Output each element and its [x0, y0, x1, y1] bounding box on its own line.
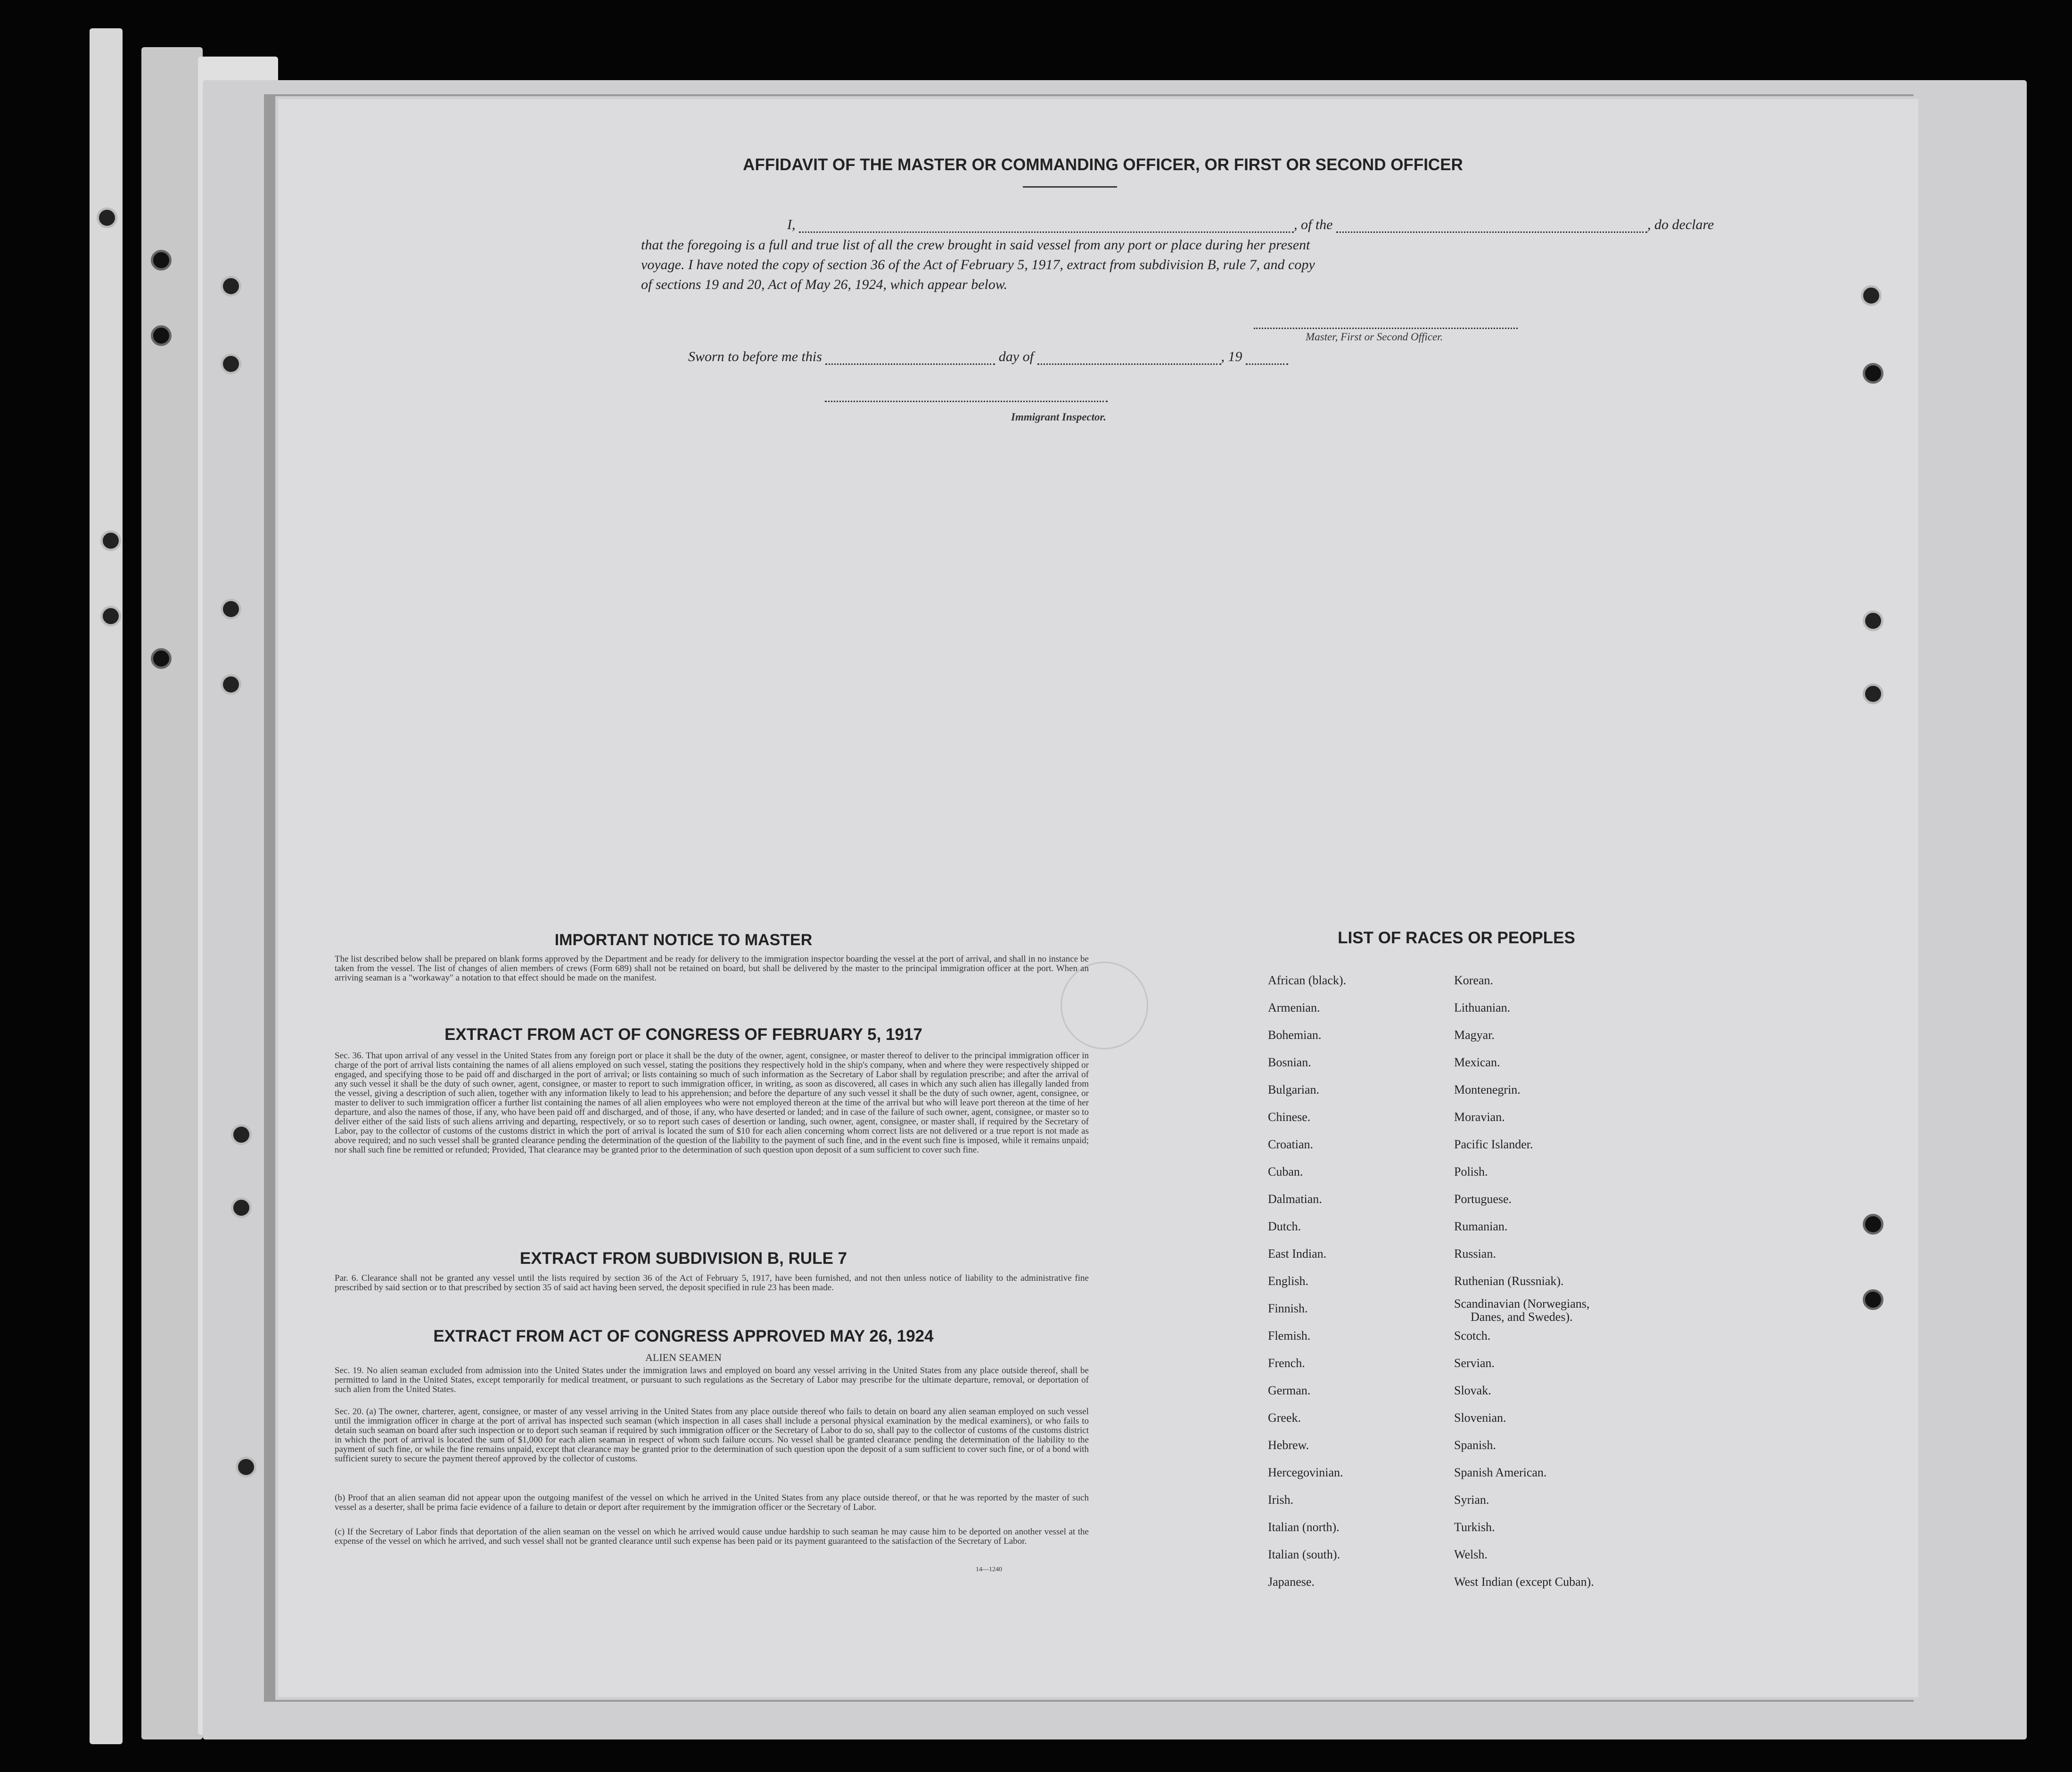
rule7-body: Par. 6. Clearance shall not be granted any vessel until the lists required by section 36 of the Act of February 5, 1917, have been furnished, and not then unless notice of liability to the administrative fine prescribed by said section or to that prescribed by section 35 of said act having been served, the deposit specified in rule 23 has been made. [335, 1273, 1089, 1293]
page-hole [1863, 363, 1883, 384]
race-item: Irish. [1268, 1493, 1294, 1507]
binder-hole [221, 674, 241, 695]
sworn-month-field[interactable] [1037, 363, 1221, 365]
race-item: Moravian. [1454, 1110, 1505, 1124]
document-page [278, 99, 1918, 1697]
binder-hole [221, 599, 241, 619]
sworn-line [688, 349, 1288, 365]
race-item: Russian. [1454, 1247, 1496, 1261]
binder-hole [97, 207, 117, 228]
race-item: Dalmatian. [1268, 1192, 1322, 1206]
affidavit-title-rule [1023, 186, 1117, 188]
race-item: Servian. [1454, 1356, 1495, 1370]
binder-hole [151, 325, 172, 346]
sec20c-body: (c) If the Secretary of Labor finds that deportation of the alien seaman on the vessel on which he arrived would cause undue hardship to such seaman he may cause him to be deported on another vessel at the expense of the vessel on which he arrived, and such vessel shall not be granted clearance until such expense has been paid or its payment guaranteed to the satisfaction of the Secretary of Labor. [335, 1527, 1089, 1546]
race-item: Lithuanian. [1454, 1001, 1511, 1014]
page-hole [1863, 684, 1883, 704]
race-item: Chinese. [1268, 1110, 1311, 1124]
race-item: Hebrew. [1268, 1438, 1309, 1452]
race-item: Montenegrin. [1454, 1083, 1521, 1096]
name-field[interactable] [799, 231, 1294, 233]
race-item: English. [1268, 1274, 1308, 1288]
extract-1917-title: EXTRACT FROM ACT OF CONGRESS OF FEBRUARY 5, 1917 [444, 1025, 922, 1044]
binder-strip-outer [90, 28, 123, 1744]
rule7-title: EXTRACT FROM SUBDIVISION B, RULE 7 [519, 1249, 847, 1268]
race-item: Magyar. [1454, 1028, 1495, 1042]
sec20b-body: (b) Proof that an alien seaman did not appear upon the outgoing manifest of the vessel on which he arrived in the United States from any place outside thereof, or that he was reported by the master of such vessel as a deserter, shall be prima facie evidence of a failure to detain or deport after requirement by the immigration officer or the Secretary of Labor. [335, 1493, 1089, 1512]
race-item: Dutch. [1268, 1220, 1301, 1233]
page-hole [1861, 285, 1882, 306]
page-hole [1863, 1214, 1883, 1235]
inspector-signature-line[interactable] [825, 401, 1108, 402]
race-item: French. [1268, 1356, 1305, 1370]
binder-hole [100, 530, 121, 551]
binder-hole [231, 1197, 252, 1218]
year-prefix: , 19 [1221, 349, 1242, 364]
sworn-label: Sworn to before me this [688, 349, 822, 364]
race-item: Hercegovinian. [1268, 1466, 1343, 1479]
extract-1924-title: EXTRACT FROM ACT OF CONGRESS APPROVED MAY 26, 1924 [433, 1327, 934, 1345]
race-item: East Indian. [1268, 1247, 1327, 1261]
binder-strip-mid [141, 47, 203, 1739]
binder-hole [221, 354, 241, 374]
race-item: Flemish. [1268, 1329, 1311, 1343]
race-item: Polish. [1454, 1165, 1488, 1179]
race-item: Ruthenian (Russniak). [1454, 1274, 1564, 1288]
race-item: Armenian. [1268, 1001, 1320, 1014]
race-item: Syrian. [1454, 1493, 1489, 1507]
race-item: African (black). [1268, 973, 1347, 987]
inspector-caption: Immigrant Inspector. [1011, 411, 1106, 423]
notice-body: The list described below shall be prepared on blank forms approved by the Department and be ready for delivery to the immigration inspector boarding the vessel at the port of arrival, and shall in no instance be taken from the vessel. The list of changes of alien members of crews (Form 689) shall not be retained on board, but shall be delivered by the master to the principal immigration officer at the port. When an arriving seaman is a "workaway" a notation to that effect should be made on the manifest. [335, 954, 1089, 983]
race-item: Scandinavian (Norwegians, [1454, 1297, 1590, 1310]
notice-title: IMPORTANT NOTICE TO MASTER [554, 931, 813, 949]
race-item: Italian (south). [1268, 1548, 1340, 1561]
alien-seamen-subtitle: ALIEN SEAMEN [645, 1352, 722, 1363]
race-item: German. [1268, 1384, 1311, 1397]
sworn-year-field[interactable] [1246, 363, 1288, 365]
race-item: Mexican. [1454, 1055, 1500, 1069]
vessel-field[interactable] [1336, 231, 1647, 233]
race-item: Bohemian. [1268, 1028, 1322, 1042]
form-number: 14—1240 [976, 1566, 1002, 1573]
race-item: West Indian (except Cuban). [1454, 1575, 1594, 1589]
affidavit-title: AFFIDAVIT OF THE MASTER OR COMMANDING OFFICER, OR FIRST OR SECOND OFFICER [743, 156, 1463, 174]
binder-hole [231, 1124, 252, 1145]
signature-caption: Master, First or Second Officer. [1306, 331, 1443, 343]
binder-hole [100, 606, 121, 626]
binder-hole [151, 250, 172, 271]
extract-1917-body: Sec. 36. That upon arrival of any vessel in the United States from any foreign port or place it shall be the duty of the owner, agent, consignee, or master thereof to deliver to the principal immigration officer in charge of the port of arrival lists containing the names of all aliens employed on such vessel, stating the positions they respectively hold in the ship's company, when and where they were respectively shipped or engaged, and specifying those to be paid off and discharged in the port of arrival; or lists containing so much of such information as the Secretary of Labor shall by regulation prescribe; and after the arrival of any such vessel it shall be the duty of such owner, agent, consignee, or master to report to such immigration officer, in writing, as soon as discovered, all cases in which any such alien has illegally landed from the vessel, giving a description of such alien, together with any information likely to lead to his apprehension; and before the departure of any such vessel it shall be the duty of such owner, agent, consignee, or master to deliver to such immigration officer a further list containing the names of all alien employees who were not employed thereon at the time of the arrival but who will leave port thereon at the time of her departure, and also the names of those, if any, who have been paid off and discharged, and of those, if any, who have deserted or landed; and in case of the failure of such owner, agent, consignee, or master so to deliver either of the said lists of such aliens arriving and departing, respectively, or so to report such cases of desertion or landing, such owner, agent, consignee, or master shall, if required by the Secretary of Labor, pay to the collector of customs of the customs district in which the port of arrival is located the sum of $10 for each alien concerning whom correct lists are not delivered or a true report is not made as above required; and no such vessel shall be granted clearance pending the determination of the question of the liability to the payment of such fine, and in the event such fine is imposed, while it remains unpaid; nor shall such fine be remitted or refunded; Provided, That clearance may be granted prior to the determination of such question upon deposit of a sum sufficient to cover such fine. [335, 1051, 1089, 1155]
race-item: Slovak. [1454, 1384, 1491, 1397]
race-item: Scotch. [1454, 1329, 1491, 1343]
binder-hole [151, 648, 172, 669]
race-item: Slovenian. [1454, 1411, 1506, 1425]
page-hole [1863, 1289, 1883, 1310]
sec20a-body: Sec. 20. (a) The owner, charterer, agent, consignee, or master of any vessel arriving in the United States from any place outside thereof who fails to detain on board any alien seaman employed on such vessel until the immigration officer in charge at the port of arrival has inspected such seaman (which inspection in all cases shall include a personal physical examination by the medical examiners), or who fails to detain such seaman on board after such inspection or to deport such seaman if required by such immigration officer or the Secretary of Labor to do so, shall pay to the collector of customs of the customs district in which the port of arrival is located the sum of $1,000 for each alien seaman in respect of whom such failure occurs. No vessel shall be granted clearance pending the determination of the liability to the payment of such fine, or while the fine remains unpaid, except that clearance may be granted prior to the determination of such question upon the deposit of a sum sufficient to cover such fine, or of a bond with sufficient surety to secure the payment thereof approved by the collector of customs. [335, 1407, 1089, 1464]
signature-line[interactable] [1254, 328, 1518, 329]
affidavit-line1 [787, 217, 1824, 233]
day-of-label: day of [998, 349, 1034, 364]
affidavit-declare: , do declare [1647, 217, 1714, 232]
race-item: Korean. [1454, 973, 1494, 987]
race-item: Japanese. [1268, 1575, 1315, 1589]
affidavit-line2: that the foregoing is a full and true list of all the crew brought in said vessel from any port or place during her present [641, 237, 1310, 253]
race-item: Bulgarian. [1268, 1083, 1320, 1096]
affidavit-of: , of the [1294, 217, 1333, 232]
affidavit-line4: of sections 19 and 20, Act of May 26, 1924, which appear below. [641, 277, 1008, 292]
race-item: Greek. [1268, 1411, 1301, 1425]
race-item: Rumanian. [1454, 1220, 1508, 1233]
race-item: Portuguese. [1454, 1192, 1512, 1206]
race-item: Danes, and Swedes). [1471, 1310, 1573, 1324]
race-item: Turkish. [1454, 1520, 1495, 1534]
affidavit-i: I, [787, 217, 796, 232]
race-item: Welsh. [1454, 1548, 1488, 1561]
race-item: Croatian. [1268, 1137, 1314, 1151]
race-item: Italian (north). [1268, 1520, 1340, 1534]
race-item: Spanish American. [1454, 1466, 1547, 1479]
sworn-day-field[interactable] [825, 363, 995, 365]
binder-hole [236, 1457, 256, 1477]
page-hole [1863, 610, 1883, 631]
race-item: Pacific Islander. [1454, 1137, 1533, 1151]
race-item: Bosnian. [1268, 1055, 1311, 1069]
sec19-body: Sec. 19. No alien seaman excluded from admission into the United States under the immigration laws and employed on board any vessel arriving in the United States from any place outside thereof, shall be permitted to land in the United States, except temporarily for medical treatment, or pursuant to such regulations as the Secretary of Labor may prescribe for the ultimate departure, removal, or deportation of such alien from the United States. [335, 1366, 1089, 1394]
binder-hole [221, 276, 241, 297]
race-item: Cuban. [1268, 1165, 1303, 1179]
races-title: LIST OF RACES OR PEOPLES [1338, 929, 1575, 947]
affidavit-line3: voyage. I have noted the copy of section 36 of the Act of February 5, 1917, extract from subdivision B, rule 7, and copy [641, 257, 1315, 272]
race-item: Finnish. [1268, 1302, 1308, 1315]
race-item: Spanish. [1454, 1438, 1496, 1452]
